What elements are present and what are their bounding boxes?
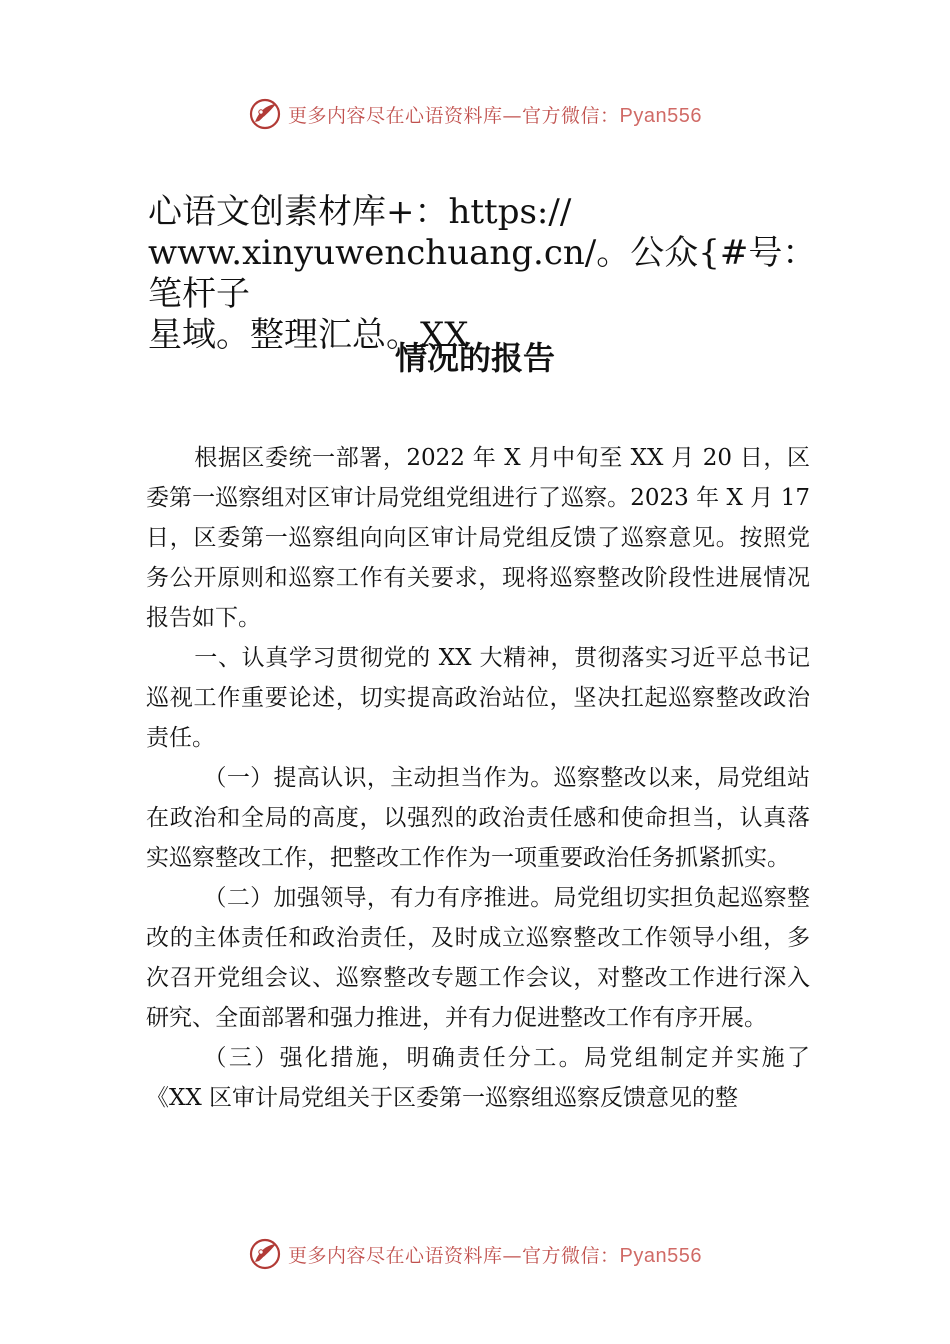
banner-text [288, 1241, 702, 1268]
header-banner [0, 92, 950, 136]
banner-wechat-id: Pyan556 [619, 104, 702, 127]
source-line-3: 星域。整理汇总。XX [148, 315, 469, 355]
document-title: 情况的报告 [394, 339, 555, 377]
footer-banner [0, 1232, 950, 1276]
paragraph-subsection-2: （二）加强领导，有力有序推进。局党组切实担负起巡察整改的主体责任和政治责任，及时成立巡察整改工作领导小组，多次召开党组会议、巡察整改专题工作会议，对整改工作进行深入研究、全面部署和强力推进，并有力促进整改工作有序开展。 [146, 885, 810, 1031]
paragraph-section-1: 一、认真学习贯彻党的 XX 大精神，贯彻落实习近平总书记巡视工作重要论述，切实提高政治站位，坚决扛起巡察整改政治责任。 [146, 645, 810, 751]
banner-label: 更多内容尽在心语资料库—官方微信： [288, 104, 620, 127]
banner-wechat-id: Pyan556 [619, 1244, 702, 1267]
pen-seal-logo-icon [248, 1237, 282, 1271]
banner-label: 更多内容尽在心语资料库—官方微信： [288, 1244, 620, 1267]
paragraph-subsection-1: （一）提高认识，主动担当作为。巡察整改以来，局党组站在政治和全局的高度，以强烈的政治责任感和使命担当，认真落实巡察整改工作，把整改工作作为一项重要政治任务抓紧抓实。 [146, 765, 810, 871]
source-heading [148, 192, 848, 356]
source-line-1: 心语文创素材库+：https:// [148, 192, 572, 232]
pen-seal-logo-icon [248, 97, 282, 131]
source-line-2: www.xinyuwenchuang.cn/。公众{#号：笔杆子 [148, 233, 817, 314]
document-body [146, 438, 810, 1118]
banner-text [288, 101, 702, 128]
paragraph-intro: 根据区委统一部署，2022 年 X 月中旬至 XX 月 20 日，区委第一巡察组对区审计局党组党组进行了巡察。2023 年 X 月 17 日，区委第一巡察组向向区审计局党组反馈了巡察意见。按照党务公开原则和巡察工作有关要求，现将巡察整改阶段性进展情况报告如下。 [146, 445, 810, 631]
paragraph-subsection-3: （三）强化措施，明确责任分工。局党组制定并实施了《XX 区审计局党组关于区委第一巡察组巡察反馈意见的整 [146, 1045, 810, 1111]
